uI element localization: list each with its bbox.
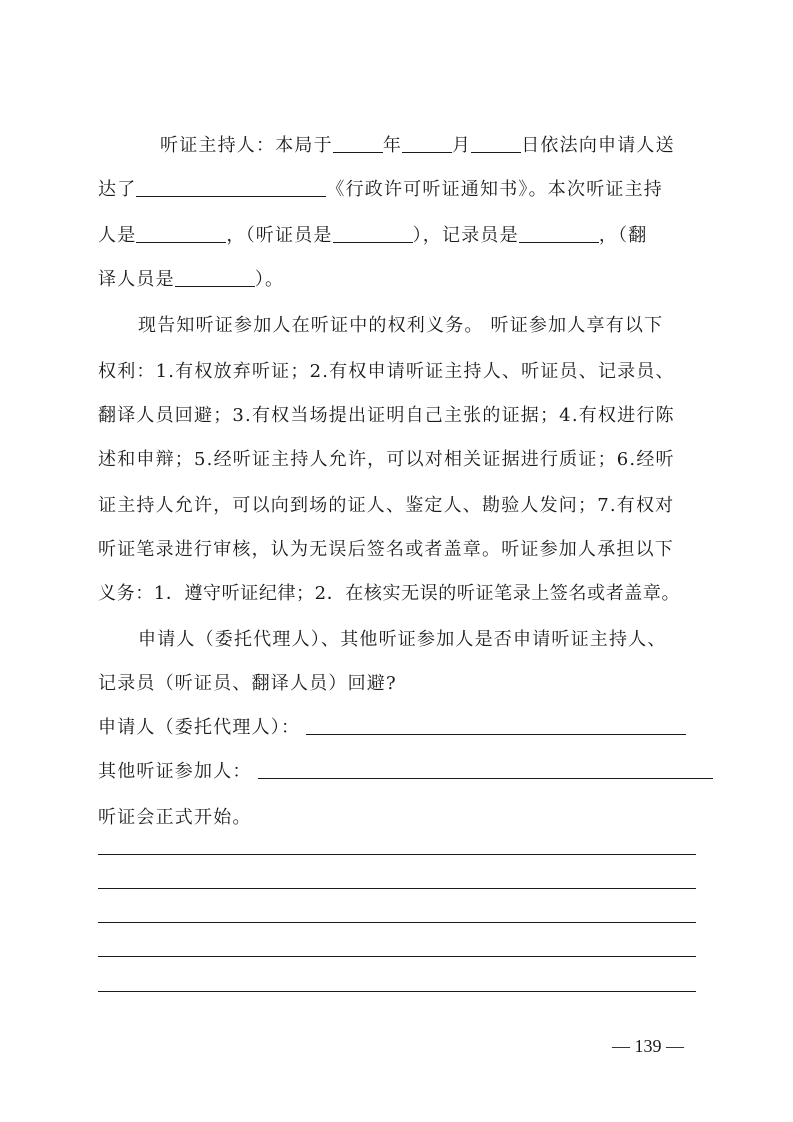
rights-line-1: 现告知听证参加人在听证中的权利义务。 听证参加人享有以下 (138, 315, 664, 336)
blank-host (136, 224, 226, 243)
rights-line-6: 听证笔录进行审核，认为无误后签名或者盖章。听证参加人承担以下 (98, 539, 674, 560)
text: 人是 (98, 225, 137, 246)
question-line-2: 记录员（听证员、翻译人员）回避? (98, 673, 397, 694)
notice-line-4 (98, 268, 708, 292)
applicant-answer-line (98, 716, 708, 740)
text: 年 (382, 135, 403, 156)
writing-line-2[interactable] (98, 888, 696, 889)
text: ）。 (254, 269, 285, 290)
others-answer-line (98, 760, 708, 784)
blank-year (333, 134, 383, 153)
rights-line-5: 证主持人允许，可以向到场的证人、鉴定人、勘验人发问；7.有权对 (98, 495, 675, 516)
text: ，（翻 (598, 225, 648, 246)
rights-line-3: 翻译人员回避；3.有权当场提出证明自己主张的证据；4.有权进行陈 (98, 405, 675, 426)
text: 月 (452, 135, 472, 156)
blank-delivery (136, 178, 326, 197)
text: 译人员是 (98, 269, 175, 290)
blank-day (471, 134, 521, 153)
blank-officer (333, 224, 413, 243)
applicant-label: 申请人（委托代理人）： (98, 717, 301, 738)
writing-line-1[interactable] (98, 854, 696, 855)
blank-month (402, 134, 452, 153)
rights-line-4: 述和申辩；5.经听证主持人允许，可以对相关证据进行质证；6.经听 (98, 449, 675, 470)
blank-translator (175, 268, 255, 287)
notice-line-2 (98, 178, 708, 202)
blank-recorder (519, 224, 599, 243)
text: ），记录员是 (412, 225, 519, 246)
notice-line-3 (98, 224, 708, 248)
writing-line-5[interactable] (98, 991, 696, 992)
applicant-answer-blank[interactable] (306, 716, 686, 735)
rights-line-7: 义务：1．遵守听证纪律；2．在核实无误的听证笔录上签名或者盖章。 (98, 583, 681, 604)
text: ，（听证员是 (226, 225, 333, 246)
writing-line-4[interactable] (98, 956, 696, 957)
text: 《行政许可听证通知书》。本次听证主持 (326, 179, 664, 200)
others-label: 其他听证参加人： (98, 761, 252, 782)
notice-line-1 (160, 134, 770, 158)
writing-line-3[interactable] (98, 922, 696, 923)
others-answer-blank[interactable] (258, 760, 713, 779)
question-line-1: 申请人（委托代理人）、其他听证参加人是否申请听证主持人、 (138, 629, 667, 650)
rights-line-2: 权利：1.有权放弃听证；2.有权申请听证主持人、听证员、记录员、 (98, 361, 675, 382)
text: 达了 (98, 179, 137, 200)
start-line: 听证会正式开始。 (98, 807, 252, 828)
text: 听证主持人：本局于 (160, 135, 333, 156)
text: 日依法向申请人送 (521, 135, 675, 156)
page-number: — 139 — (612, 1036, 684, 1056)
